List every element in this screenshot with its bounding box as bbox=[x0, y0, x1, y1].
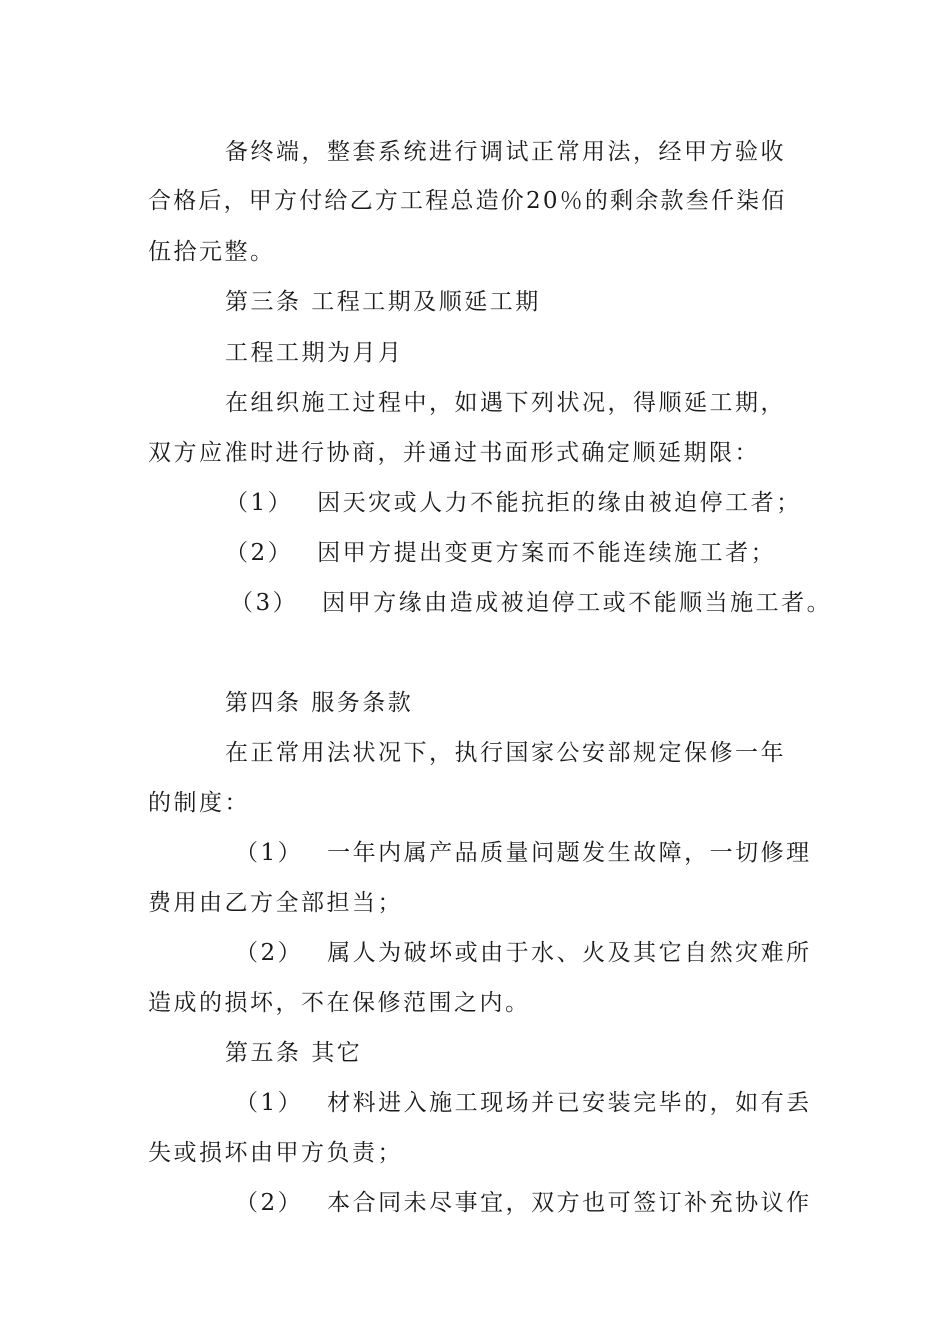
list-item bbox=[225, 488, 802, 518]
list-item-number: （2） bbox=[225, 540, 294, 566]
list-item-text: 属人为破坏或由于水、火及其它自然灾难所 bbox=[327, 940, 812, 966]
list-item-number: （2） bbox=[235, 1190, 304, 1216]
paragraph-line: 备终端，整套系统进行调试正常用法，经甲方验收 bbox=[225, 139, 786, 165]
list-item-number: （1） bbox=[235, 840, 304, 866]
list-item-text: 一年内属产品质量问题发生故障，一切修理 bbox=[327, 840, 812, 866]
list-item bbox=[235, 1188, 812, 1218]
section-heading: 第四条 服务条款 bbox=[225, 690, 414, 716]
list-item bbox=[235, 1088, 812, 1118]
list-item-text: 因甲方缘由造成被迫停工或不能顺当施工者。 bbox=[322, 590, 833, 616]
paragraph-line: 在正常用法状况下，执行国家公安部规定保修一年 bbox=[225, 740, 786, 766]
paragraph-line: 合格后，甲方付给乙方工程总造价20％的剩余款叁仟柒佰 bbox=[148, 188, 787, 214]
list-item-number: （1） bbox=[225, 490, 294, 516]
list-item-text: 本合同未尽事宜，双方也可签订补充协议作 bbox=[327, 1190, 812, 1216]
list-item-text: 材料进入施工现场并已安装完毕的，如有丢 bbox=[327, 1090, 812, 1116]
paragraph-line: 伍拾元整。 bbox=[148, 239, 276, 265]
list-item-number: （2） bbox=[235, 940, 304, 966]
paragraph-line: 双方应准时进行协商，并通过书面形式确定顺延期限： bbox=[148, 440, 760, 466]
paragraph-line: 工程工期为月月 bbox=[225, 340, 404, 366]
section-heading: 第三条 工程工期及顺延工期 bbox=[225, 289, 541, 315]
list-item bbox=[235, 938, 812, 968]
list-item-number: （1） bbox=[235, 1090, 304, 1116]
paragraph-line: 造成的损坏，不在保修范围之内。 bbox=[148, 990, 531, 1016]
list-item-number: （3） bbox=[230, 590, 299, 616]
paragraph-line: 失或损坏由甲方负责； bbox=[148, 1140, 403, 1166]
list-item-text: 因甲方提出变更方案而不能连续施工者； bbox=[317, 540, 777, 566]
list-item bbox=[235, 838, 812, 868]
list-item-text: 因天灾或人力不能抗拒的缘由被迫停工者； bbox=[317, 490, 802, 516]
paragraph-line: 费用由乙方全部担当； bbox=[148, 890, 403, 916]
list-item bbox=[225, 538, 776, 568]
paragraph-line: 的制度： bbox=[148, 790, 250, 816]
paragraph-line: 在组织施工过程中，如遇下列状况，得顺延工期， bbox=[225, 390, 786, 416]
section-heading: 第五条 其它 bbox=[225, 1040, 363, 1066]
list-item bbox=[230, 588, 832, 618]
